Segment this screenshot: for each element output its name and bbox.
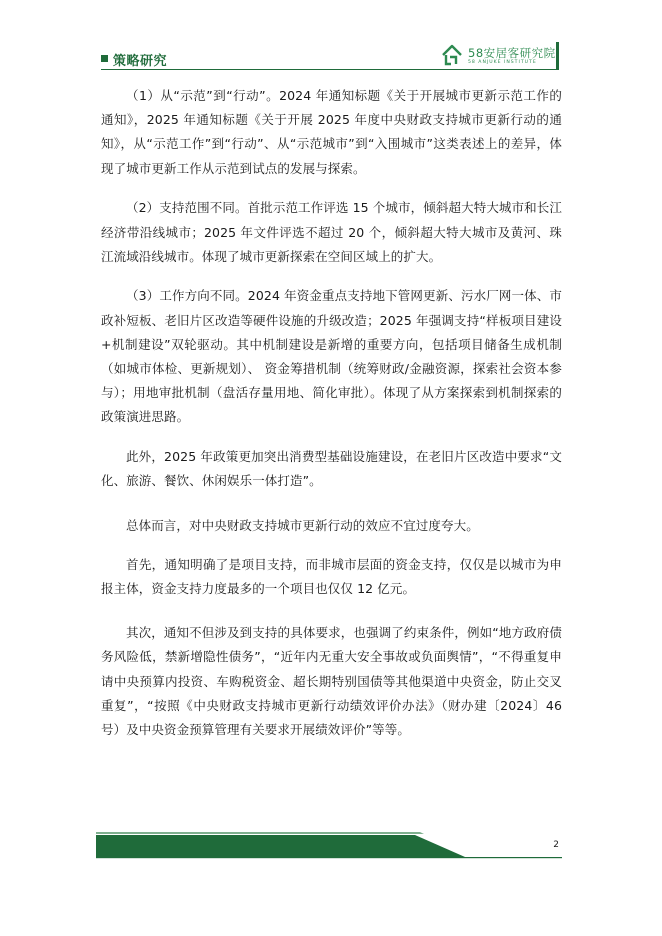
house-logo-icon	[441, 44, 463, 66]
paragraph-1: （1）从“示范”到“行动”。2024 年通知标题《关于开展城市更新示范工作的通知》，2025 年通知标题《关于开展 2025 年度中央财政支持城市更新行动的通知》，从“示范工作”到“行动”、从“示范城市”到“入围城市”这类表述上的差异，体现了城市更新工作从示范到试点的发展与探索。	[101, 88, 562, 176]
page-footer	[0, 826, 662, 866]
page-header	[0, 0, 662, 80]
logo-name-en: 58 ANJUKE INSTITUTE	[468, 60, 537, 65]
paragraph-7: 其次，通知不但涉及到支持的具体要求，也强调了约束条件，例如“地方政府债务风险低，禁新增隐性债务”，“近年内无重大安全事故或负面舆情”，“不得重复申请中央预算内投资、车购税资金、超长期特别国债等其他渠道中央资金，防止交叉重复”，“按照《中央财政支持城市更新行动绩效评价办法》（财办建〔2024〕46 号）及中央资金预算管理有关要求开展绩效评价”等等。	[101, 625, 562, 737]
paragraph-5: 总体而言，对中央财政支持城市更新行动的效应不宜过度夸大。	[126, 517, 479, 533]
footer-band	[0, 826, 662, 866]
paragraph-6: 首先，通知明确了是项目支持，而非城市层面的资金支持，仅仅是以城市为申报主体，资金支持力度最多的一个项目也仅仅 12 亿元。	[101, 556, 562, 596]
header-square-marker	[101, 55, 108, 62]
main-content	[101, 84, 562, 762]
logo-name-cn: 58安居客研究院	[468, 46, 556, 60]
section-title: 策略研究	[113, 54, 168, 69]
footer-light-band	[96, 832, 424, 834]
header-divider	[101, 69, 559, 70]
page-number: 2	[553, 840, 559, 850]
footer-dark-band	[96, 835, 465, 857]
paragraph-3: （3）工作方向不同。2024 年资金重点支持地下管网更新、污水厂网一体、市政补短板、老旧片区改造等硬件设施的升级改造；2025 年强调支持“样板项目建设+机制建设”双轮驱动。其中机制建设是新增的重要方向，包括项目储备生成机制（如城市体检、更新规划）、 资金筹措机制（统筹财政/金融资源，探索社会资本参与）；用地审批机制（盘活存量用地、简化审批）。体现了从方案探索到机制探索的政策演进思路。	[101, 288, 562, 425]
paragraph-4: 此外，2025 年政策更加突出消费型基础设施建设，在老旧片区改造中要求“文化、旅游、餐饮、休闲娱乐一体打造”。	[101, 449, 562, 489]
paragraph-2: （2）支持范围不同。首批示范工作评选 15 个城市，倾斜超大特大城市和长江经济带沿线城市；2025 年文件评选不超过 20 个，倾斜超大特大城市及黄河、珠江流域沿线城市。体现了城市更新探索在空间区域上的扩大。	[101, 200, 562, 264]
institute-logo	[441, 44, 556, 70]
footer-rule	[96, 857, 562, 858]
header-vertical-bar	[556, 42, 559, 70]
